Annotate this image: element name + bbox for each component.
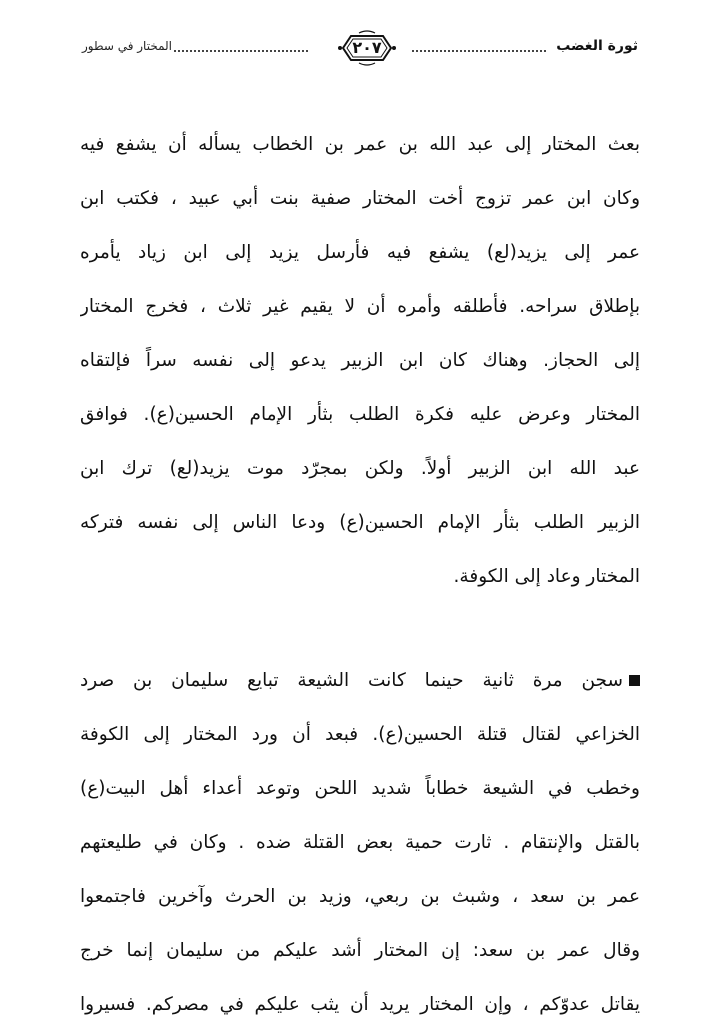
header-dotted-leader-left [174, 50, 308, 52]
text-line: وكان ابن عمر تزوج أخت المختار صفية بنت أبي عبيد ، فكتب ابن [80, 188, 640, 209]
paragraph-1 [80, 118, 640, 604]
text-line: إلى الحجاز. وهناك كان ابن الزبير يدعو إلى نفسه سراً فإلتقاه [80, 350, 640, 371]
text-line: الزبير الطلب بثأر الإمام الحسين(ع) ودعا الناس إلى نفسه فتركه [80, 512, 640, 533]
text-line-content: سجن مرة ثانية حينما كانت الشيعة تبايع سليمان بن صرد [80, 670, 623, 691]
text-line: بالقتل والإنتقام . ثارت حمية بعض القتلة ضده . وكان في طليعتهم [80, 832, 640, 853]
square-bullet-icon [629, 675, 640, 686]
running-header [82, 30, 638, 66]
text-line: بعث المختار إلى عبد الله بن عمر بن الخطاب يسأله أن يشفع فيه [80, 134, 640, 155]
text-line: الخزاعي لقتال قتلة الحسين(ع). فبعد أن ورد المختار إلى الكوفة [80, 724, 640, 745]
text-line-with-bullet [80, 654, 640, 708]
text-line: عمر بن سعد ، وشبث بن ربعي، وزيد بن الحرث وآخرين فاجتمعوا [80, 886, 640, 907]
text-line: يقاتل عدوّكم ، وإن المختار يريد أن يثب عليكم في مصركم. فسيروا [80, 994, 640, 1015]
header-dotted-leader-right [412, 50, 546, 52]
text-line: وقال عمر بن سعد: إن المختار أشد عليكم من سليمان إنما خرج [80, 940, 640, 961]
text-line: بإطلاق سراحه. فأطلقه وأمره أن لا يقيم غير ثلاث ، فخرج المختار [80, 296, 640, 317]
paragraph-spacer [80, 604, 640, 654]
page-number-ornament [337, 30, 397, 66]
chapter-title: المختار في سطور [82, 39, 173, 53]
page-number: ٢٠٧ [352, 38, 382, 57]
body-text [80, 118, 640, 1032]
text-line: وخطب في الشيعة خطاباً شديد اللحن وتوعد أعداء أهل البيت(ع) [80, 778, 640, 799]
text-line: عبد الله ابن الزبير أولاً. ولكن بمجرّد موت يزيد(لع) ترك ابن [80, 458, 640, 479]
text-line: المختار وعاد إلى الكوفة. [453, 566, 640, 587]
paragraph-2 [80, 654, 640, 1032]
book-title: ثورة الغضب [556, 38, 638, 54]
text-line: عمر إلى يزيد(لع) يشفع فيه فأرسل يزيد إلى ابن زياد يأمره [80, 242, 640, 263]
text-line: المختار وعرض عليه فكرة الطلب بثأر الإمام الحسين(ع). فوافق [80, 404, 640, 425]
